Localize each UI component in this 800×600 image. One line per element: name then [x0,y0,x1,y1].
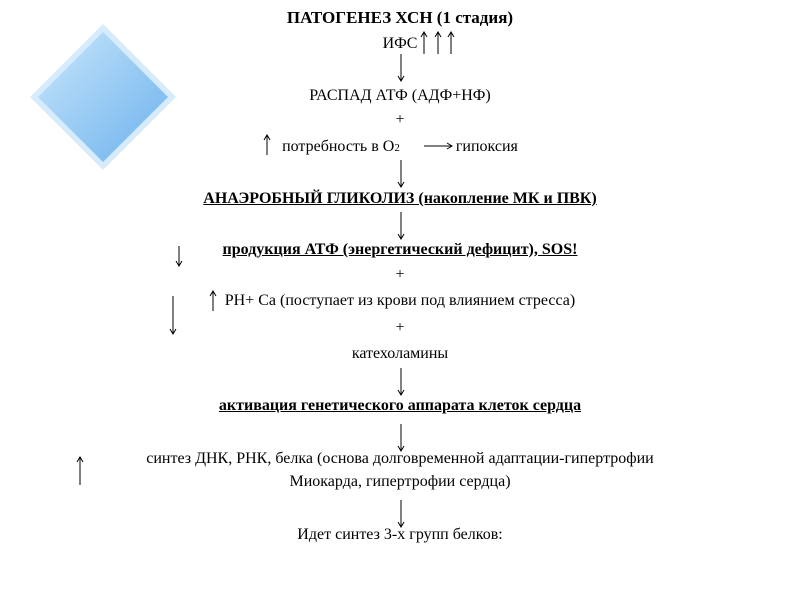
ifs-label: ИФС [382,35,418,52]
down-arrow-icon [395,424,407,452]
page-title: ПАТОГЕНЕЗ ХСН (1 стадия) [286,8,514,27]
o2-subscript: 2 [394,142,400,154]
glycolysis-heading: АНАЭРОБНЫЙ ГЛИКОЛИЗ [203,190,415,207]
down-arrow-icon [395,368,407,396]
plus-sign: + [395,266,405,283]
plus-sign: + [395,111,405,128]
glycolysis-line [0,189,800,209]
ph-ca-line: РН+ Са (поступает из крови под влиянием стресса) [224,292,576,309]
o2-need: потребность в О [282,138,395,155]
down-arrow-icon [395,54,407,82]
atp-breakdown: РАСПАД АТФ (АДФ+НФ) [309,87,491,104]
atp-production: продукция АТФ (энергетический дефицит), SOS! [222,241,578,258]
down-arrow-icon [395,212,407,240]
plus-sign: + [395,319,405,336]
catecholamines: катехоламины [351,345,449,362]
proteins-line: Идет синтез 3-х групп белков: [297,526,503,543]
up-arrows-icon [418,30,458,56]
synthesis-line-2: Миокарда, гипертрофии сердца) [289,473,511,490]
synthesis-line-1: синтез ДНК, РНК, белка (основа долговременной адаптации-гипертрофии [146,450,654,467]
hypoxia: гипоксия [455,138,518,155]
activation-heading: активация генетического аппарата клеток сердца [218,397,582,414]
up-arrow-icon [262,134,272,156]
down-arrow-icon [395,160,407,188]
glycolysis-detail: (накопление МК и ПВК) [414,190,597,207]
up-arrow-icon [208,290,218,312]
right-arrow-icon [424,140,454,152]
o2-need-line [0,137,800,158]
down-arrow-icon [395,500,407,528]
